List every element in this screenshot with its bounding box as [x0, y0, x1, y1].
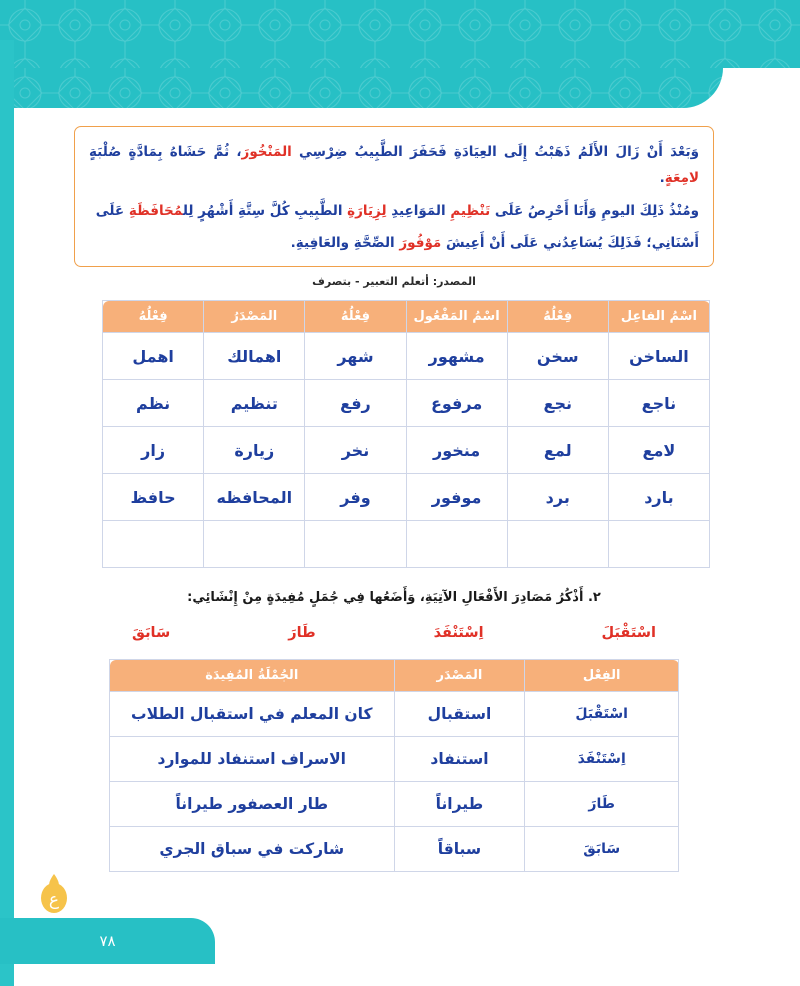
cell[interactable]	[204, 521, 305, 568]
table-row	[103, 474, 710, 521]
band-curved-strip	[0, 68, 723, 108]
highlight-word: تَنْظِيمِ	[450, 202, 491, 219]
passage-line-1	[89, 139, 699, 192]
cell-verb[interactable]: طَارَ	[525, 782, 679, 827]
cell[interactable]: بارد	[608, 474, 709, 521]
table-header-row	[110, 660, 679, 692]
passage-text: الطَّبِيبِ كُلَّ سِتَّةِ أَشْهُرٍ لِل	[182, 202, 348, 219]
book-emblem-icon	[34, 864, 74, 916]
passage-text: عَلَى	[95, 202, 129, 219]
cell[interactable]: ناجع	[608, 380, 709, 427]
cell[interactable]: شهر	[305, 333, 406, 380]
cell[interactable]	[507, 521, 608, 568]
cell-masdar[interactable]: سباقاً	[394, 827, 525, 872]
cell-sentence[interactable]: شاركت في سباق الجري	[110, 827, 395, 872]
passage-source: المصدر: أتعلم التعبير - بتصرف	[312, 275, 476, 289]
cell[interactable]: زيارة	[204, 427, 305, 474]
cell[interactable]: حافظ	[103, 474, 204, 521]
cell[interactable]: مشهور	[406, 333, 507, 380]
passage-line-2	[89, 198, 699, 224]
cell[interactable]	[406, 521, 507, 568]
cell-verb[interactable]: سَابَقَ	[525, 827, 679, 872]
cell-masdar[interactable]: استنفاد	[394, 737, 525, 782]
page-number: ٧٨	[99, 932, 116, 950]
cell[interactable]	[305, 521, 406, 568]
cell[interactable]: رفع	[305, 380, 406, 427]
page-footer-tab	[0, 918, 215, 964]
cell-sentence[interactable]: طار العصفور طيراناً	[110, 782, 395, 827]
cell-masdar[interactable]: طيراناً	[394, 782, 525, 827]
cell[interactable]: تنظيم	[204, 380, 305, 427]
table-row	[103, 333, 710, 380]
cell[interactable]: موفور	[406, 474, 507, 521]
verb-item: اسْتَقْبَلَ	[601, 625, 656, 642]
passage-text: ومُنْذُ ذَلِكَ اليومِ وَأَنَا أَحْرِصُ عَلَى	[490, 202, 699, 219]
passage-text: .	[659, 170, 665, 187]
passage-text: أَسْنَانِي؛ فَذَلِكَ يُسَاعِدُني عَلَى أَنْ أَعِيشَ	[441, 234, 699, 251]
passage-text: ، ثُمَّ حَشَاهُ بِمَادَّةٍ صُلْبَةٍ	[89, 144, 242, 160]
left-side-bar	[0, 40, 14, 986]
col-header-masdar: المَصْدَرُ	[204, 301, 305, 333]
table-header-row	[103, 301, 710, 333]
cell[interactable]: نخر	[305, 427, 406, 474]
cell[interactable]	[103, 521, 204, 568]
highlight-word: لِزِيَارَةِ	[347, 202, 387, 219]
cell[interactable]: اهمل	[103, 333, 204, 380]
cell-sentence[interactable]: الاسراف استنفاد للموارد	[110, 737, 395, 782]
cell[interactable]: المحافظه	[204, 474, 305, 521]
derivatives-table	[102, 300, 710, 568]
cell[interactable]: نجع	[507, 380, 608, 427]
cell-masdar[interactable]: استقبال	[394, 692, 525, 737]
col-header-ism-fail: اسْمُ الفاعِل	[608, 301, 709, 333]
cell[interactable]: الساخن	[608, 333, 709, 380]
question-2-text: ٢. أَذْكُرُ مَصَادِرَ الأَفْعَالِ الآتِيَةِ، وَأَضَعُها فِي جُمَلٍ مُفِيدَةٍ مِنْ إِنْشَائِي:	[187, 590, 601, 606]
passage-line-3	[89, 230, 699, 256]
highlight-word: لامِعَةٍ	[664, 170, 699, 187]
verb-item: سَابَقَ	[132, 625, 171, 642]
band-strip-pattern	[0, 68, 723, 108]
cell[interactable]: سخن	[507, 333, 608, 380]
cell[interactable]: لامع	[608, 427, 709, 474]
cell[interactable]: مرفوع	[406, 380, 507, 427]
passage-text: المَوَاعِيدِ	[386, 202, 451, 219]
table-row-empty	[103, 521, 710, 568]
cell[interactable]	[608, 521, 709, 568]
cell[interactable]: نظم	[103, 380, 204, 427]
svg-text:ع: ع	[48, 890, 60, 910]
page-content	[74, 126, 714, 872]
verbs-list	[132, 625, 656, 641]
col-header-filuhu-2: فِعْلُهُ	[305, 301, 406, 333]
cell[interactable]: برد	[507, 474, 608, 521]
cell[interactable]: اهمالك	[204, 333, 305, 380]
table-row	[110, 737, 679, 782]
passage-text: الصِّحَّةِ والعَافِيةِ.	[290, 234, 400, 251]
passage-text: وَبَعْدَ أَنْ زَالَ الأَلَمُ ذَهَبْتُ إِلَى العِيَادَةِ فَحَفَرَ الطَّبِيبُ ضِرْسِي	[291, 144, 699, 160]
col-header-ism-mafool: اسْمُ المَفْعُول	[406, 301, 507, 333]
table-row	[103, 380, 710, 427]
cell-verb[interactable]: اسْتَقْبَلَ	[525, 692, 679, 737]
table-row	[103, 427, 710, 474]
cell[interactable]: منخور	[406, 427, 507, 474]
table-row	[110, 782, 679, 827]
col-header-sentence: الجُمْلَةُ المُفِيدَة	[110, 660, 395, 692]
cell[interactable]: زار	[103, 427, 204, 474]
sentences-table	[109, 659, 679, 872]
cell-verb[interactable]: اِسْتَنْفَدَ	[525, 737, 679, 782]
table-row	[110, 692, 679, 737]
cell[interactable]: وفر	[305, 474, 406, 521]
col-header-filuhu-3: فِعْلُهُ	[103, 301, 204, 333]
highlight-word: مُحَافَظَةِ	[128, 202, 183, 219]
highlight-word: مَوْفُورَ	[399, 234, 442, 251]
verb-item: اِسْتَنْفَدَ	[433, 625, 484, 642]
cell[interactable]: لمع	[507, 427, 608, 474]
col-header-fil: الفِعْل	[525, 660, 679, 692]
highlight-word: المَنْخُورَ	[241, 144, 292, 160]
col-header-masdar: المَصْدَر	[394, 660, 525, 692]
reading-passage	[74, 126, 714, 267]
cell-sentence[interactable]: كان المعلم في استقبال الطلاب	[110, 692, 395, 737]
col-header-filuhu-1: فِعْلُهُ	[507, 301, 608, 333]
table-row	[110, 827, 679, 872]
verb-item: طَارَ	[288, 625, 316, 642]
